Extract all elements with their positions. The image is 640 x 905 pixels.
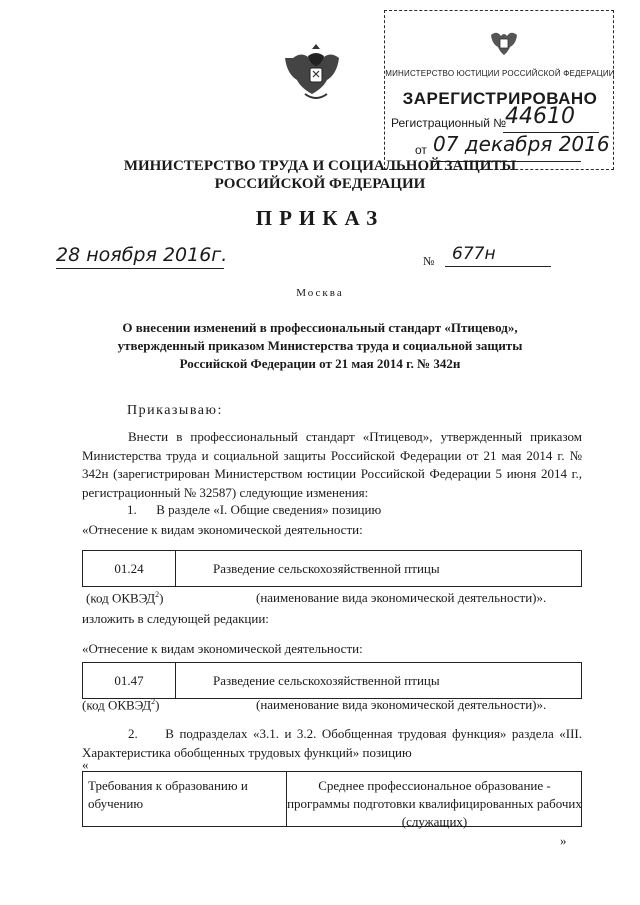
okved-code: 01.24 [114,561,144,576]
caption-activity-name: (наименование вида экономической деятельности)». [256,697,547,712]
city: Москва [296,287,344,299]
order-number-underline [445,266,551,267]
order-date: 28 ноября 2016г. [56,244,228,266]
order-number-sign: № [423,254,435,268]
caption-code: (код ОКВЭД$^2$) [86,590,164,606]
ministry-name: МИНИСТЕРСТВО ТРУДА И СОЦИАЛЬНОЙ ЗАЩИТЫ РОССИЙСКОЙ ФЕДЕРАЦИИ [123,158,517,192]
stamp-reg-label: Регистрационный № [391,116,507,130]
caption-activity-name: (наименование вида экономической деятельности)». [256,590,547,605]
order-date-underline [56,268,224,269]
okved-table-old [82,550,582,587]
coat-of-arms-icon [285,40,347,106]
stamp-reg-date: 07 декабря 2016 [433,132,610,156]
table-divider [175,663,176,698]
item-1: 1. В разделе «I. Общие сведения» позицию [127,502,382,517]
stamp-registered: ЗАРЕГИСТРИРОВАНО [402,89,598,108]
education-requirements-value: Среднее профессиональное образование - программы подготовки квалифицированных рабочих (служащих) [287,778,582,829]
caption-code: (код ОКВЭД$^2$) [82,697,160,713]
stamp-reg-number: 44610 [505,104,575,129]
education-requirements-label: Требования к образованию и обучению [88,778,248,811]
stamp-from-label: от [415,143,427,157]
activity-name: Разведение сельскохозяйственной птицы [213,673,440,688]
activity-line-new: «Отнесение к видам экономической деятельности: [82,641,363,656]
intro-paragraph: Внести в профессиональный стандарт «Птицевод», утвержденный приказом Министерства труда и социальной защиты Российской Федерации от 21 мая 2014 г. № 342н (зарегистрирован Министерством юстиции Российской Федерации 5 июня 2014 г., регистрационный № 32587) следующие изменения: [82,429,582,500]
quote-open: « [82,757,89,772]
stamp-ministry: МИНИСТЕРСТВО ЮСТИЦИИ РОССИЙСКОЙ ФЕДЕРАЦИИ [385,69,615,78]
quote-close: » [560,833,567,848]
activity-name: Разведение сельскохозяйственной птицы [213,561,440,576]
education-table [82,771,582,827]
order-verb: Приказываю: [127,403,223,418]
activity-line: «Отнесение к видам экономической деятельности: [82,522,363,537]
registration-stamp [384,10,614,170]
okved-code: 01.47 [114,673,144,688]
order-number: 677н [452,244,496,264]
okved-table-new [82,662,582,699]
item-2: 2. В подразделах «3.1. и 3.2. Обобщенная трудовая функция» раздела «III. Характеристика обобщенных трудовых функций» позицию [82,726,582,760]
stamp-coat-of-arms-icon [487,25,521,61]
replace-line: изложить в следующей редакции: [82,611,269,626]
document-title: ПРИКАЗ [255,206,385,230]
table-divider [175,551,176,586]
document-heading: О внесении изменений в профессиональный стандарт «Птицевод», утвержденный приказом Министерства труда и социальной защиты Российской Федерации от 21 мая 2014 г. № 342н [117,320,523,371]
